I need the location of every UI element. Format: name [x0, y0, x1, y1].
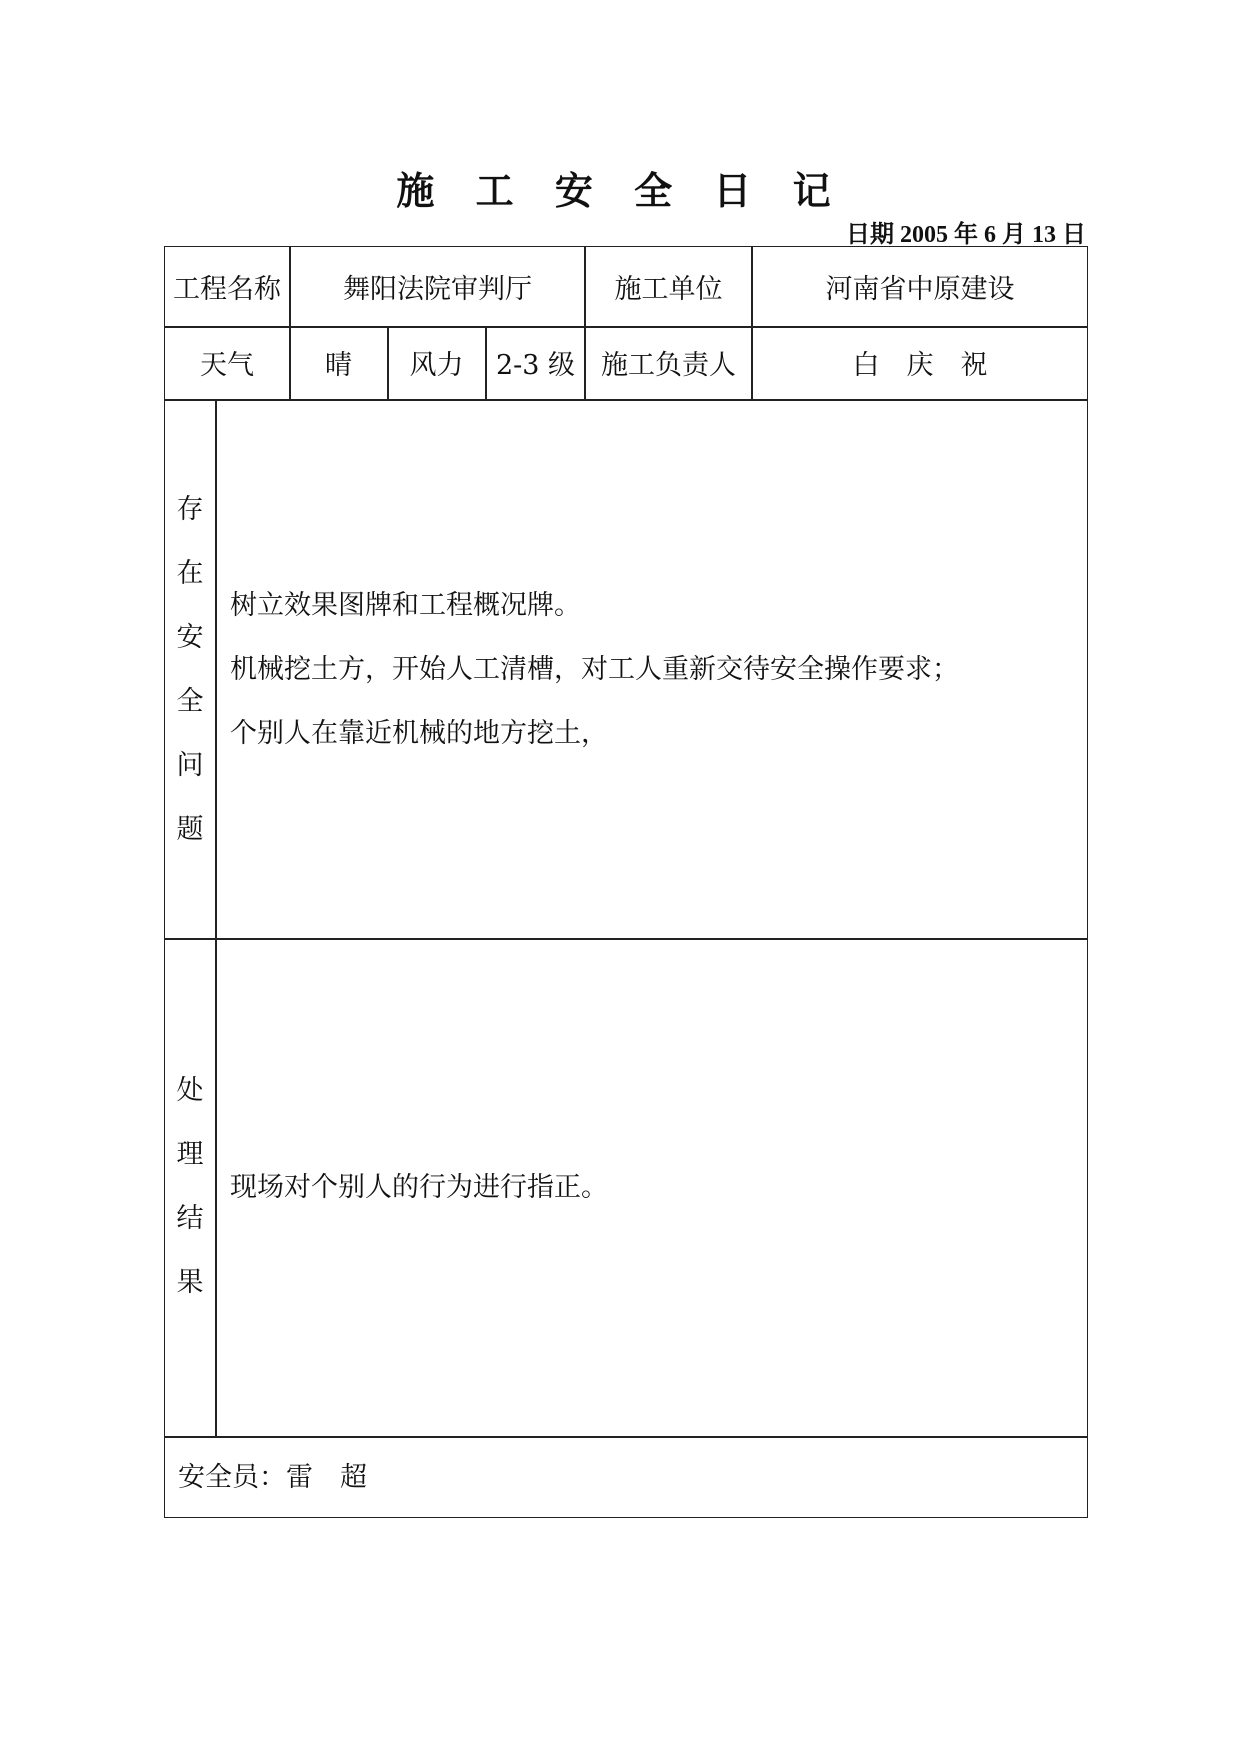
issue-line: 机械挖土方，开始人工清槽，对工人重新交待安全操作要求； [230, 654, 959, 685]
document-title: 施 工 安 全 日 记 [396, 168, 845, 213]
issues-label-char: 全 [176, 686, 204, 717]
issue-line: 个别人在靠近机械的地方挖土， [230, 718, 608, 749]
weather-label: 天气 [200, 350, 254, 381]
issues-label-char: 在 [176, 558, 204, 589]
issues-label-char: 题 [176, 814, 204, 845]
result-label-char: 果 [176, 1267, 204, 1298]
issues-label-char: 问 [176, 750, 204, 781]
issues-label-char: 存 [176, 494, 204, 525]
weather-value: 晴 [325, 350, 352, 381]
row-divider [164, 938, 1088, 940]
construction-unit-value: 河南省中原建设 [825, 273, 1015, 305]
result-label [164, 1059, 216, 1315]
row-divider [164, 1436, 1088, 1438]
result-label-char: 处 [176, 1075, 204, 1106]
result-content [230, 1156, 608, 1220]
issues-label [164, 478, 216, 862]
safety-officer: 安全员：雷 超 [178, 1462, 367, 1493]
row-divider [164, 399, 1088, 401]
diary-table [164, 246, 1088, 1518]
wind-label: 风力 [409, 350, 464, 381]
project-name-value: 舞阳法院审判厅 [343, 273, 532, 305]
project-name-label: 工程名称 [173, 273, 281, 305]
issues-content [230, 574, 959, 766]
site-leader-label: 施工负责人 [601, 350, 736, 381]
site-leader-value: 白 庆 祝 [852, 350, 988, 381]
result-line: 现场对个别人的行为进行指正。 [230, 1172, 608, 1203]
result-label-char: 结 [176, 1203, 204, 1234]
issue-line: 树立效果图牌和工程概况牌。 [230, 590, 581, 621]
document-date: 日期 2005 年 6 月 13 日 [846, 222, 1086, 248]
issues-label-char: 安 [176, 622, 204, 653]
result-label-char: 理 [176, 1139, 204, 1170]
construction-unit-label: 施工单位 [614, 273, 723, 305]
wind-value: 2-3 级 [495, 350, 576, 381]
